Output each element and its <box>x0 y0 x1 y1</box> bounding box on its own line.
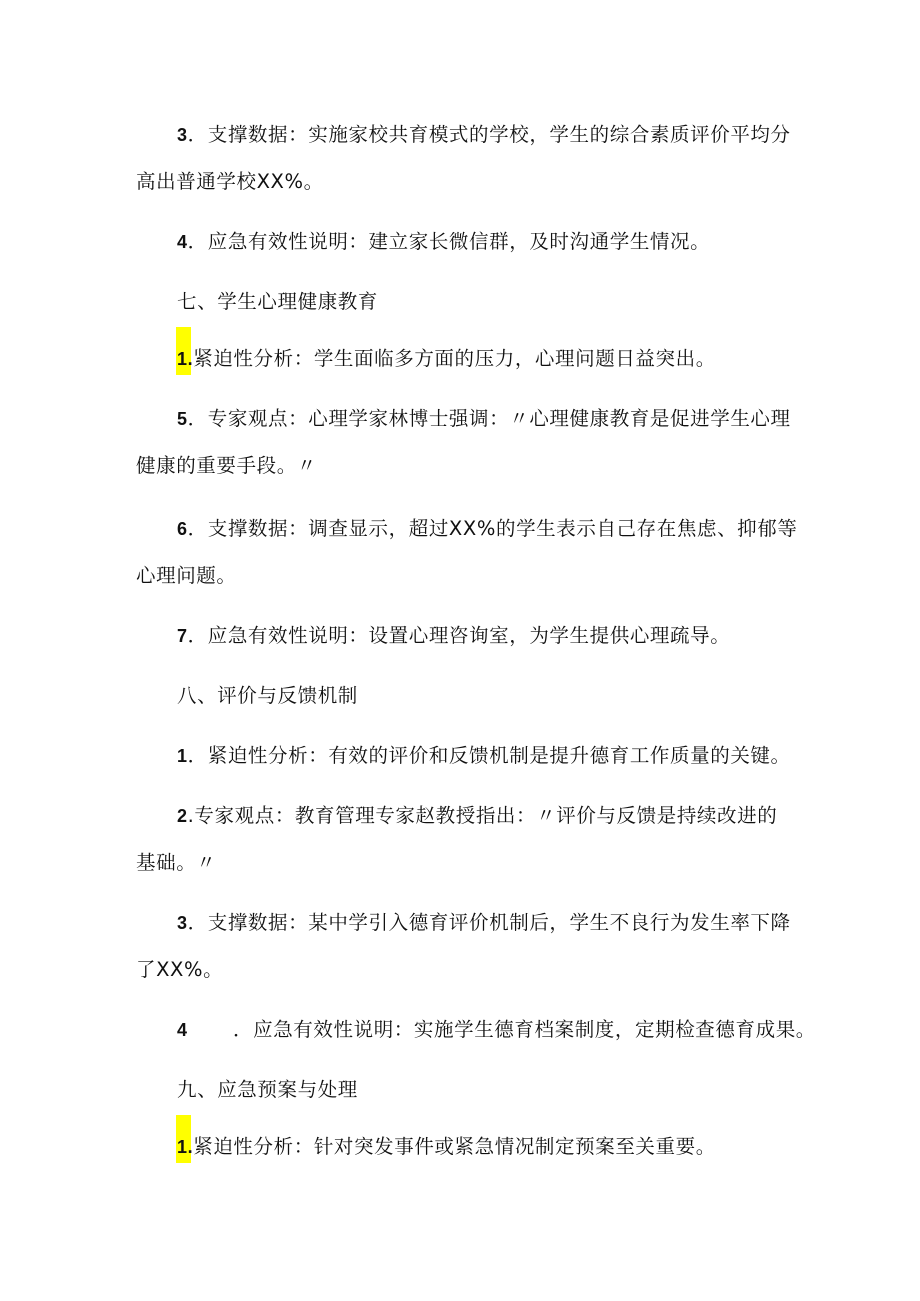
item-text: ．应急有效性说明：建立家长微信群，及时沟通学生情况。 <box>187 230 711 253</box>
list-item <box>177 802 777 830</box>
item-text: ．应急有效性说明：实施学生德育档案制度，定期检查德育成果。 <box>233 1018 816 1041</box>
item-text: 紧迫性分析：学生面临多方面的压力，心理问题日益突出。 <box>193 347 716 370</box>
list-item <box>177 121 791 149</box>
item-number: 7 <box>177 626 188 646</box>
list-item-continuation <box>136 956 223 984</box>
list-item <box>177 1016 816 1044</box>
item-text: 了XX%。 <box>136 958 224 981</box>
item-number: 1 <box>177 746 188 766</box>
list-item-continuation <box>136 849 216 877</box>
section-heading: 八、评价与反馈机制 <box>177 684 358 707</box>
item-number: 1. <box>177 1137 194 1157</box>
item-number: 3 <box>177 125 188 145</box>
item-number: 6 <box>177 519 188 539</box>
list-item <box>177 515 797 543</box>
item-text: 心理问题。 <box>136 564 237 587</box>
list-item-continuation <box>136 168 324 196</box>
list-item <box>177 345 716 373</box>
section-heading: 七、学生心理健康教育 <box>177 290 379 313</box>
item-text: 紧迫性分析：针对突发事件或紧急情况制定预案至关重要。 <box>193 1135 716 1158</box>
item-text: .专家观点：教育管理专家赵教授指出：〃评价与反馈是持续改进的 <box>187 804 778 827</box>
item-number: 2 <box>177 806 188 826</box>
item-text: ．支撑数据：实施家校共育模式的学校，学生的综合素质评价平均分 <box>187 123 791 146</box>
item-number: 4 <box>177 1020 188 1040</box>
list-item-continuation <box>136 452 317 480</box>
item-text: 健康的重要手段。〃 <box>136 454 317 477</box>
list-item <box>177 405 791 433</box>
item-text: ．支撑数据：某中学引入德育评价机制后，学生不良行为发生率下降 <box>187 911 791 934</box>
item-text: ．紧迫性分析：有效的评价和反馈机制是提升德育工作质量的关键。 <box>187 744 791 767</box>
item-text: ．支撑数据：调查显示，超过XX%的学生表示自己存在焦虑、抑郁等 <box>187 517 798 540</box>
item-text: 基础。〃 <box>136 851 217 874</box>
list-item <box>177 228 710 256</box>
item-text: 高出普通学校XX%。 <box>136 170 324 193</box>
item-number: 1. <box>177 349 194 369</box>
list-item <box>177 1133 716 1161</box>
item-number: 4 <box>177 232 188 252</box>
item-text: ．专家观点：心理学家林博士强调：〃心理健康教育是促进学生心理 <box>187 407 791 430</box>
list-item <box>177 742 791 770</box>
list-item-continuation <box>136 562 237 590</box>
section-heading: 九、应急预案与处理 <box>177 1078 358 1101</box>
list-item <box>177 622 730 650</box>
item-number: 5 <box>177 409 188 429</box>
item-text: ．应急有效性说明：设置心理咨询室，为学生提供心理疏导。 <box>187 624 731 647</box>
list-item <box>177 909 791 937</box>
item-number: 3 <box>177 913 188 933</box>
